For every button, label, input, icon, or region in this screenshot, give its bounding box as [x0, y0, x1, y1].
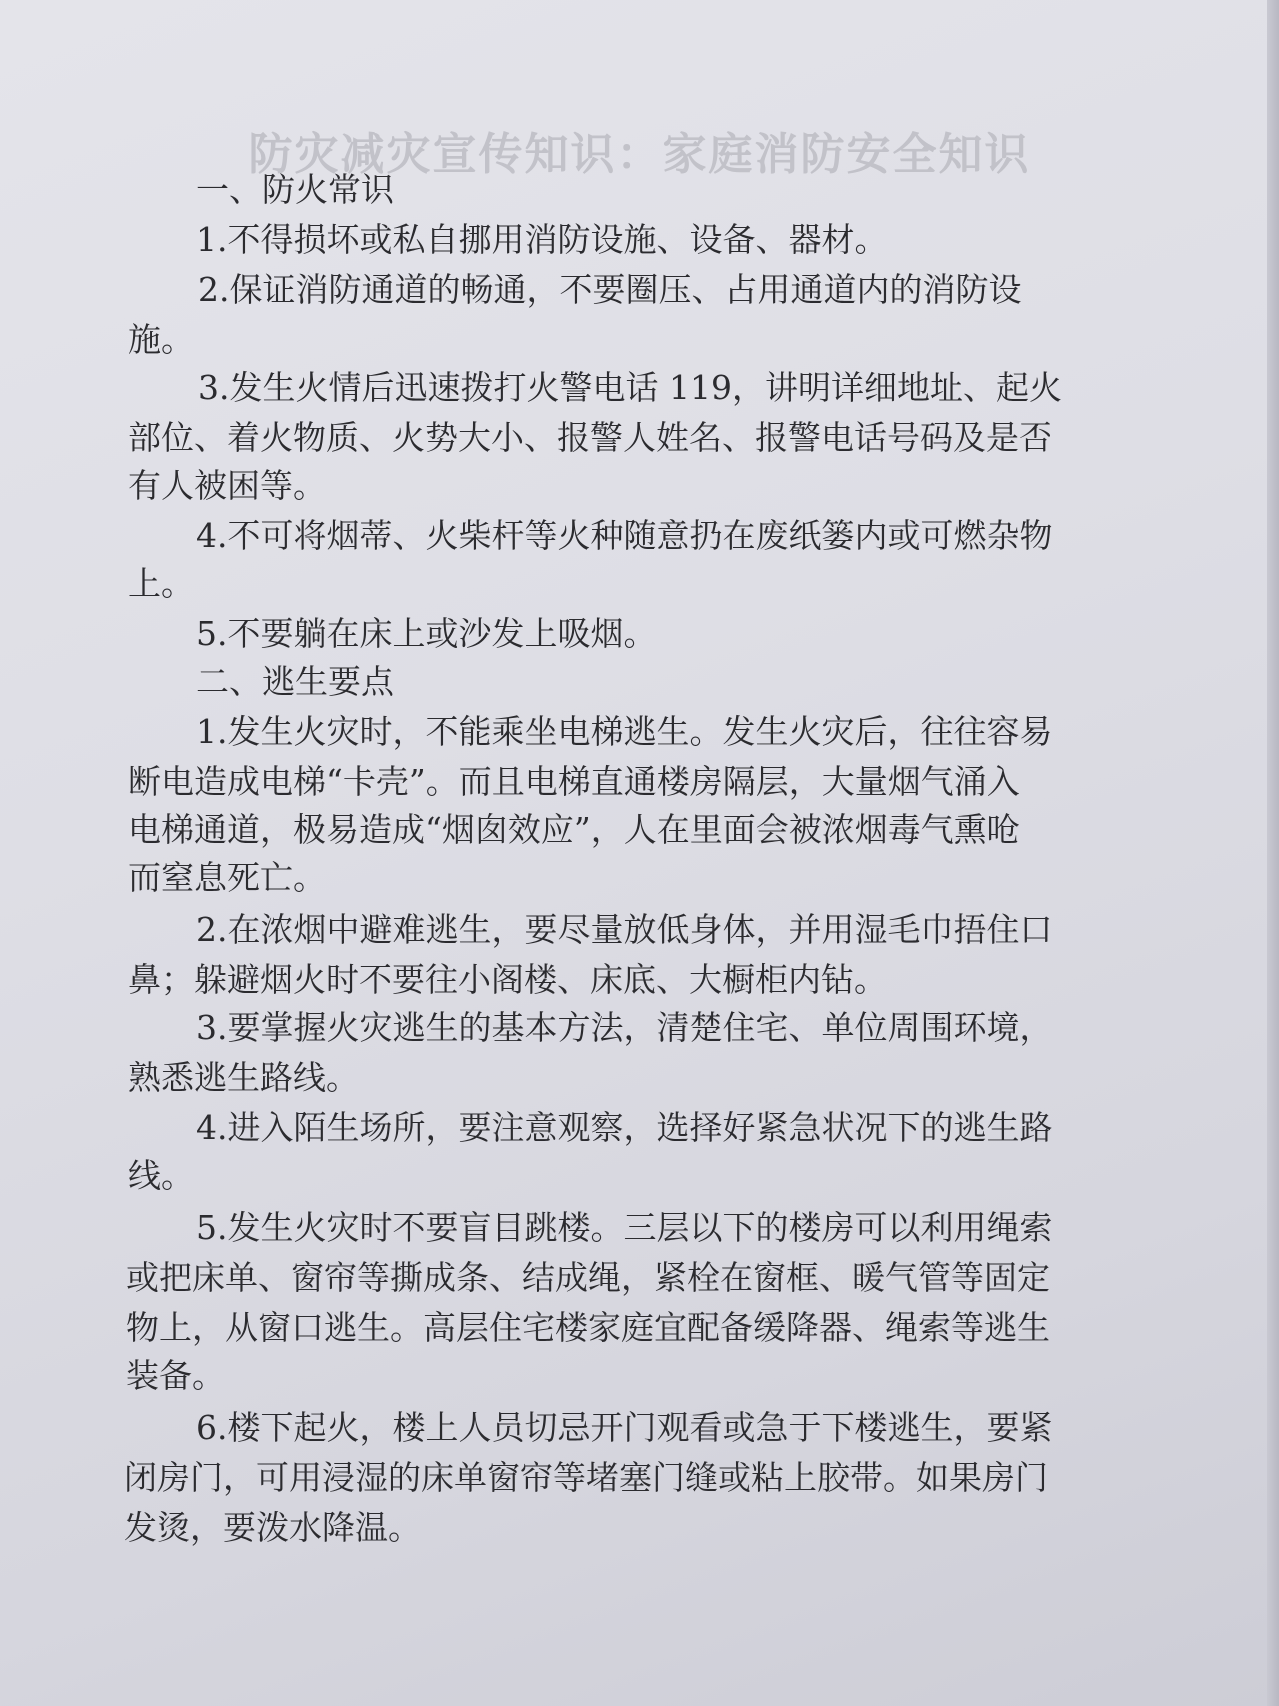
s1-item2-line2: 施。 — [128, 320, 194, 359]
s2-item3-line1: 3.要掌握火灾逃生的基本方法，清楚住宅、单位周围环境， — [196, 1008, 1053, 1047]
s1-item1-line1: 1.不得损坏或私自挪用消防设施、设备、器材。 — [196, 220, 888, 259]
s2-item4-line1: 4.进入陌生场所，要注意观察，选择好紧急状况下的逃生路 — [196, 1108, 1053, 1147]
s1-item5-line1: 5.不要躺在床上或沙发上吸烟。 — [196, 614, 657, 653]
section-heading-escape: 二、逃生要点 — [196, 662, 394, 701]
s2-item5-line3: 物上，从窗口逃生。高层住宅楼家庭宜配备缓降器、绳索等逃生 — [126, 1308, 1050, 1347]
s1-item3-line1: 3.发生火情后迅速拨打火警电话 119，讲明详细地址、起火 — [198, 368, 1062, 407]
s2-item6-line1: 6.楼下起火，楼上人员切忌开门观看或急于下楼逃生，要紧 — [196, 1408, 1053, 1447]
section-heading-fire-prevention: 一、防火常识 — [196, 170, 394, 209]
s2-item1-line2: 断电造成电梯“卡壳”。而且电梯直通楼房隔层，大量烟气涌入 — [128, 762, 1020, 801]
s2-item1-line3: 电梯通道，极易造成“烟囱效应”，人在里面会被浓烟毒气熏呛 — [128, 810, 1020, 849]
s1-item3-line2: 部位、着火物质、火势大小、报警人姓名、报警电话号码及是否 — [128, 418, 1052, 457]
s2-item6-line3: 发烫，要泼水降温。 — [124, 1508, 421, 1547]
s1-item2-line1: 2.保证消防通道的畅通，不要圈压、占用通道内的消防设 — [198, 270, 1022, 309]
s1-item3-line3: 有人被困等。 — [128, 466, 326, 505]
s2-item6-line2: 闭房门，可用浸湿的床单窗帘等堵塞门缝或粘上胶带。如果房门 — [124, 1458, 1048, 1497]
s2-item2-line1: 2.在浓烟中避难逃生，要尽量放低身体，并用湿毛巾捂住口 — [196, 910, 1053, 949]
document-title: 防灾减灾宣传知识：家庭消防安全知识 — [248, 129, 1031, 180]
s2-item2-line2: 鼻；躲避烟火时不要往小阁楼、床底、大橱柜内钻。 — [128, 960, 887, 999]
s2-item3-line2: 熟悉逃生路线。 — [128, 1058, 359, 1097]
s1-item4-line2: 上。 — [128, 564, 194, 603]
s1-item4-line1: 4.不可将烟蒂、火柴杆等火种随意扔在废纸篓内或可燃杂物 — [196, 516, 1053, 555]
s2-item4-line2: 线。 — [128, 1156, 194, 1195]
s2-item5-line4: 装备。 — [126, 1356, 225, 1395]
s2-item1-line4: 而窒息死亡。 — [128, 858, 326, 897]
s2-item5-line1: 5.发生火灾时不要盲目跳楼。三层以下的楼房可以利用绳索 — [196, 1208, 1053, 1247]
s2-item1-line1: 1.发生火灾时，不能乘坐电梯逃生。发生火灾后，往往容易 — [196, 712, 1053, 751]
s2-item5-line2: 或把床单、窗帘等撕成条、结成绳，紧栓在窗框、暖气管等固定 — [126, 1258, 1050, 1297]
paper-edge — [1267, 0, 1279, 1706]
